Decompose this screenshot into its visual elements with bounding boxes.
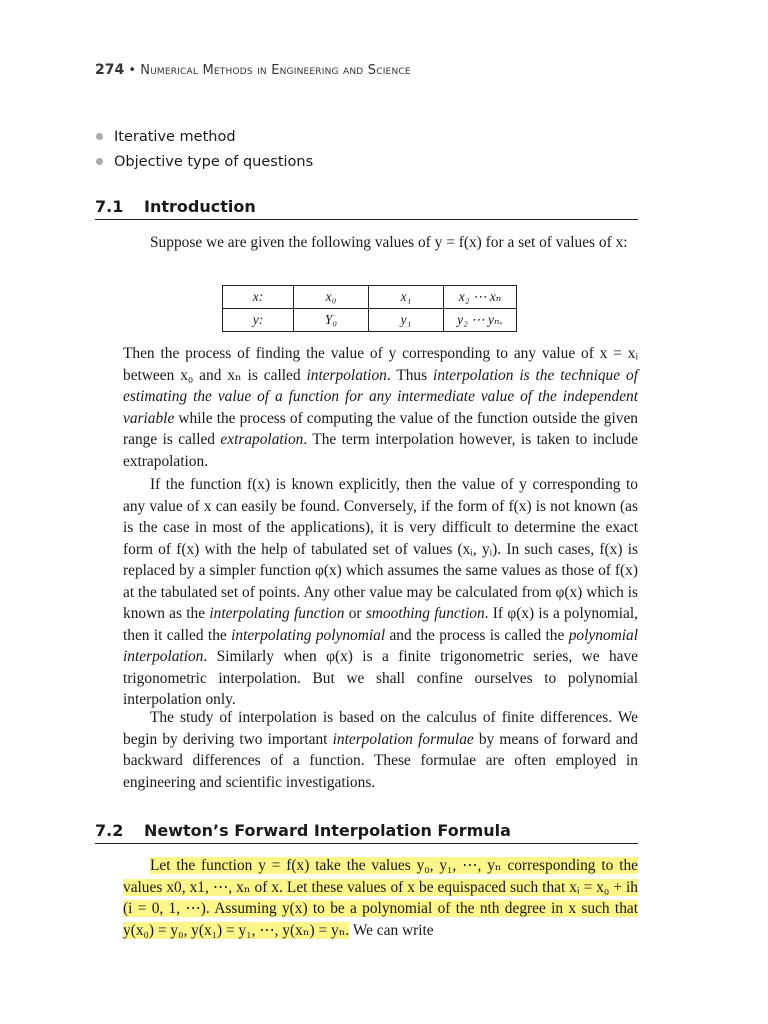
newton-paragraph-1: Let the function y = f(x) take the values y₀, y₁, ⋯, yₙ corresponding to the values x0, x1, ⋯, xₙ of x. Let these values of x be equispaced such that xᵢ = x₀ + ih (i = 0, 1, ⋯). Assuming y(x) to be a polynomial of the nth degree in x such that y(x₀) = y₀, y(x₁) = y₁, ⋯, y(xₙ) = yₙ. We can write	[123, 857, 638, 939]
intro-paragraph-2: Then the process of finding the value of y corresponding to any value of x = xᵢ between x₀ and xₙ is called interpolation. Thus interpolation is the technique of estimating the value of a function for any intermediate value of the independent variable while the process of computing the value of the function outside the given range is called extrapolation. The term interpolation however, is taken to include extrapolation.	[123, 345, 638, 470]
values-table	[222, 285, 517, 332]
section-heading-introduction	[95, 197, 638, 220]
section-title: Newton’s Forward Interpolation Formula	[144, 821, 511, 840]
table-row	[223, 286, 517, 309]
section-number: 7.1	[95, 197, 124, 216]
list-item-label: Iterative method	[114, 128, 236, 145]
running-head	[95, 62, 411, 78]
bullet-icon	[96, 133, 103, 140]
bullet-list	[96, 124, 313, 174]
intro-paragraph-4: The study of interpolation is based on the calculus of finite differences. We begin by deriving two important interpolation formulae by means of forward and backward differences of a function. These formulae are often employed in engineering and scientific investigations.	[123, 709, 638, 791]
intro-paragraph-1: Suppose we are given the following values of y = f(x) for a set of values of x:	[150, 234, 628, 251]
section-heading-newton	[95, 821, 638, 844]
section-number: 7.2	[95, 821, 124, 840]
list-item	[96, 124, 313, 149]
table-cell: x₂ ⋯ xₙ	[444, 286, 517, 309]
list-item-label: Objective type of questions	[114, 153, 314, 170]
table-cell: x:	[223, 286, 294, 309]
table-cell: x₀	[294, 286, 369, 309]
table-cell: y₂ ⋯ yₙ.	[444, 309, 517, 332]
table-row	[223, 309, 517, 332]
table-cell: y:	[223, 309, 294, 332]
intro-paragraph-3: If the function f(x) is known explicitly, then the value of y corresponding to any value of x can easily be found. Conversely, if the form of f(x) is not known (as is the case in most of the applications), it is very difficult to determine the exact form of f(x) with the help of tabulated set of values (xᵢ, yᵢ). In such cases, f(x) is replaced by a simpler function φ(x) which assumes the same values as those of f(x) at the tabulated set of points. Any other value may be calculated from φ(x) which is known as the interpolating function or smoothing function. If φ(x) is a polynomial, then it called the interpolating polynomial and the process is called the polynomial interpolation. Similarly when φ(x) is a finite trigonometric series, we have trigonometric interpolation. But we shall confine ourselves to polynomial interpolation only.	[123, 476, 639, 708]
table-cell: Y₀	[294, 309, 369, 332]
table-cell: y₁	[369, 309, 444, 332]
header-separator: •	[128, 63, 137, 78]
list-item	[96, 149, 313, 174]
table-cell: x₁	[369, 286, 444, 309]
highlighted-text: Let the function y = f(x) take the values y₀, y₁, ⋯, yₙ corresponding to the values x0, x1, ⋯, xₙ of x. Let these values of x be equispaced such that xᵢ = x₀ + ih (i = 0, 1, ⋯). Assuming y(x) to be a polynomial of the nth degree in x such that y(x₀) = y₀, y(x₁) = y₁, ⋯, y(xₙ) = yₙ.	[123, 857, 638, 939]
page-number: 274	[95, 62, 125, 78]
bullet-icon	[96, 158, 103, 165]
book-title: Numerical Methods in Engineering and Science	[140, 63, 411, 78]
section-title: Introduction	[144, 197, 256, 216]
